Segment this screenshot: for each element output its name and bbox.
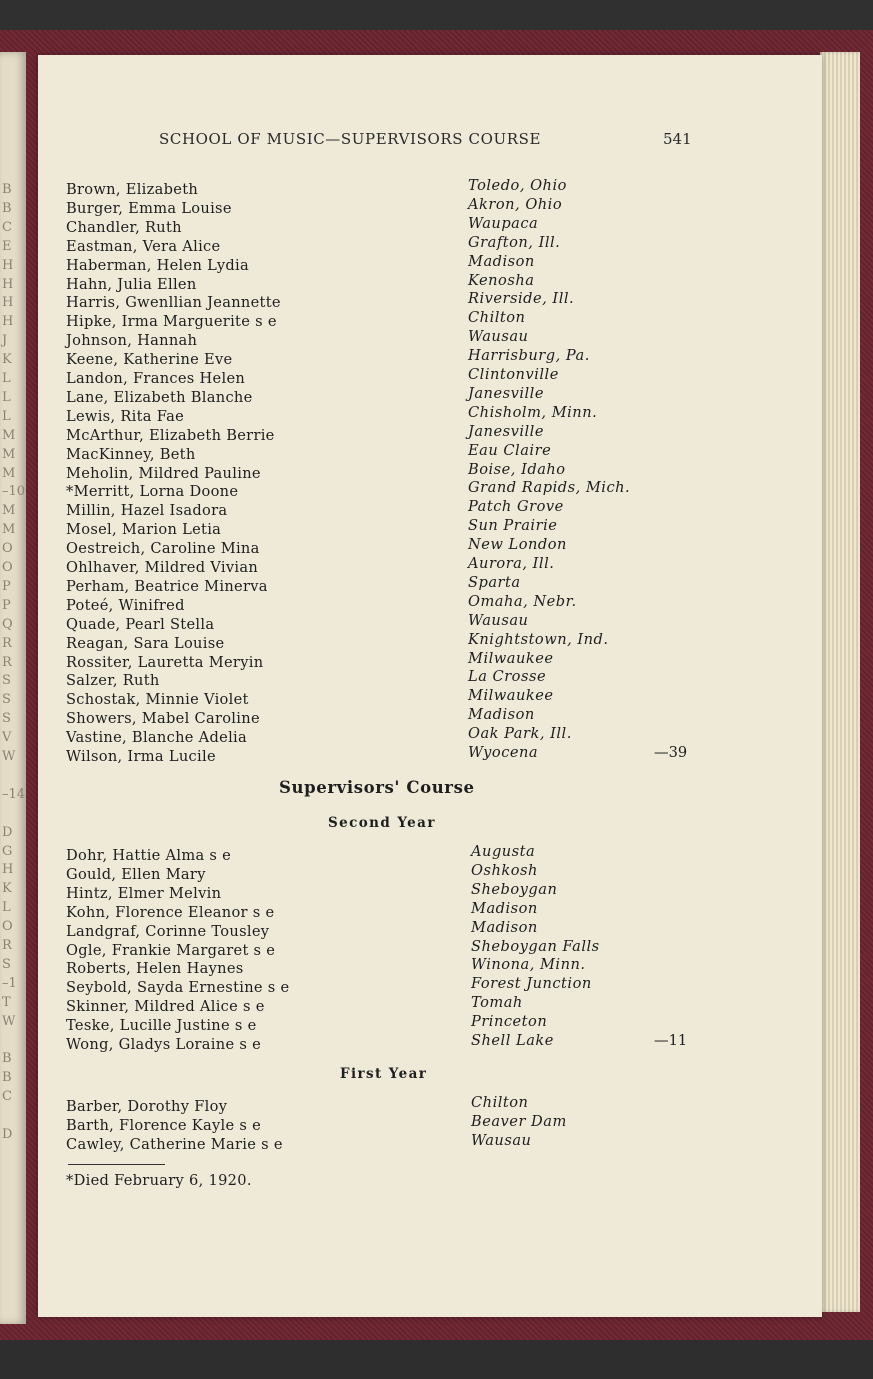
student-name: Hintz, Elmer Melvin xyxy=(66,884,222,902)
list-item xyxy=(66,725,706,748)
student-name: Gould, Ellen Mary xyxy=(66,865,206,883)
student-hometown: Clintonville xyxy=(468,366,559,383)
previous-page-ghost-text: B xyxy=(2,1070,12,1086)
previous-page-ghost-text: P xyxy=(2,578,11,594)
student-name: Barber, Dorothy Floy xyxy=(66,1098,228,1115)
student-name: Perham, Beatrice Minerva xyxy=(66,577,268,595)
group-count: —39 xyxy=(654,744,688,761)
list-item xyxy=(66,573,706,597)
previous-page-ghost-text: H xyxy=(2,276,14,292)
student-hometown: Milwaukee xyxy=(468,649,554,667)
list-item xyxy=(66,328,706,351)
student-hometown: Grand Rapids, Mich. xyxy=(468,479,631,497)
student-name: Keene, Katherine Eve xyxy=(66,351,233,369)
student-hometown: Toledo, Ohio xyxy=(468,177,567,194)
student-hometown: Eau Claire xyxy=(468,441,552,459)
student-hometown: Madison xyxy=(468,706,535,724)
previous-page-ghost-text: B xyxy=(2,182,12,197)
previous-page-ghost-text: L xyxy=(2,371,11,386)
list-item xyxy=(66,498,706,521)
student-hometown: Sun Prairie xyxy=(468,517,558,535)
previous-page-ghost-text: R xyxy=(2,635,12,651)
previous-page-ghost-text: R xyxy=(2,654,12,670)
list-item xyxy=(66,290,706,313)
student-hometown: Princeton xyxy=(471,1013,548,1031)
list-item xyxy=(66,195,706,219)
list-item xyxy=(66,347,706,370)
student-hometown: Winona, Minn. xyxy=(471,956,586,974)
student-name: Seybold, Sayda Ernestine s e xyxy=(66,979,290,997)
previous-page-ghost-text: O xyxy=(2,919,13,935)
student-name: Haberman, Helen Lydia xyxy=(66,256,249,274)
student-hometown: Oshkosh xyxy=(471,861,538,879)
student-name: MacKinney, Beth xyxy=(66,445,196,463)
student-hometown: Madison xyxy=(471,899,538,917)
student-name: Wong, Gladys Loraine s e xyxy=(66,1036,262,1053)
student-hometown: Janesville xyxy=(468,422,544,440)
student-hometown: Kenosha xyxy=(468,271,535,289)
student-name: Lane, Elizabeth Blanche xyxy=(66,388,253,406)
student-hometown: Waupaca xyxy=(468,214,539,232)
list-item xyxy=(66,649,706,673)
student-name: Hahn, Julia Ellen xyxy=(66,275,197,293)
list-item xyxy=(66,214,706,238)
previous-page-ghost-text: G xyxy=(2,843,13,859)
list-item xyxy=(66,177,706,200)
previous-page-ghost-text: E xyxy=(2,238,12,254)
student-name: Vastine, Blanche Adelia xyxy=(66,729,248,747)
student-name: Salzer, Ruth xyxy=(66,672,160,690)
student-hometown: Grafton, Ill. xyxy=(468,233,561,251)
previous-page-ghost-text: W xyxy=(2,749,16,764)
student-hometown: Omaha, Nebr. xyxy=(468,592,577,610)
previous-page-ghost-text: M xyxy=(2,465,16,481)
student-name: Cawley, Catherine Marie s e xyxy=(66,1135,283,1153)
previous-page-edge xyxy=(0,52,26,1324)
list-item xyxy=(66,366,706,389)
list-item xyxy=(66,252,706,276)
previous-page-ghost-text: C xyxy=(2,219,12,235)
previous-page-ghost-text: S xyxy=(2,673,11,689)
list-item xyxy=(66,880,706,904)
list-item xyxy=(66,687,706,710)
list-item xyxy=(66,668,706,691)
student-hometown: Chilton xyxy=(468,309,526,327)
page-number: 541 xyxy=(663,130,692,148)
previous-page-ghost-text: D xyxy=(2,1127,13,1142)
student-name: Poteé, Winifred xyxy=(66,596,185,614)
list-item xyxy=(66,422,706,446)
student-hometown: Shell Lake xyxy=(471,1032,554,1049)
student-name: Ogle, Frankie Margaret s e xyxy=(66,941,276,959)
student-name: Landgraf, Corinne Tousley xyxy=(66,922,270,940)
student-hometown: Harrisburg, Pa. xyxy=(468,347,590,365)
list-item xyxy=(66,384,706,408)
list-item xyxy=(66,918,706,942)
student-name: Showers, Mabel Caroline xyxy=(66,710,260,728)
previous-page-ghost-text: D xyxy=(2,824,13,840)
previous-page-ghost-text: S xyxy=(2,711,11,727)
student-hometown: Sheboygan Falls xyxy=(471,937,600,955)
previous-page-ghost-text: M xyxy=(2,446,16,462)
student-hometown: Madison xyxy=(468,252,535,270)
previous-page-ghost-text: H xyxy=(2,257,14,273)
student-hometown: Oak Park, Ill. xyxy=(468,725,572,743)
previous-page-ghost-text: V xyxy=(2,730,12,746)
student-hometown: Sparta xyxy=(468,573,521,591)
previous-page-ghost-text: W xyxy=(2,1013,16,1029)
scan-bottom-margin xyxy=(0,1340,873,1379)
student-name: Mosel, Marion Letia xyxy=(66,521,222,539)
previous-page-ghost-text: H xyxy=(2,862,14,878)
student-hometown: Akron, Ohio xyxy=(468,195,563,213)
student-hometown: Wausau xyxy=(471,1131,532,1149)
student-name: McArthur, Elizabeth Berrie xyxy=(66,426,275,444)
student-name: Meholin, Mildred Pauline xyxy=(66,464,261,482)
previous-page-ghost-text: B xyxy=(2,1051,12,1067)
previous-page-ghost-text: C xyxy=(2,1089,12,1105)
list-item xyxy=(66,630,706,654)
student-hometown: New London xyxy=(468,536,567,554)
student-hometown: Madison xyxy=(471,918,538,936)
list-item xyxy=(66,1112,706,1136)
section-title: Supervisors' Course xyxy=(279,778,475,797)
previous-page-ghost-text: L xyxy=(2,408,11,424)
student-name: Quade, Pearl Stella xyxy=(66,615,215,633)
running-head: SCHOOL OF MUSIC—SUPERVISORS COURSE xyxy=(159,130,542,148)
list-item xyxy=(66,403,706,427)
list-item xyxy=(66,744,706,767)
student-name: Oestreich, Caroline Mina xyxy=(66,540,260,558)
student-name: Rossiter, Lauretta Meryin xyxy=(66,653,264,671)
student-hometown: Boise, Idaho xyxy=(468,460,566,478)
previous-page-ghost-text: O xyxy=(2,560,13,575)
student-hometown: Wausau xyxy=(468,611,529,629)
list-item xyxy=(66,861,706,885)
student-name: Millin, Hazel Isadora xyxy=(66,502,228,520)
previous-page-ghost-text: S xyxy=(2,956,11,972)
student-hometown: Tomah xyxy=(471,994,523,1012)
student-name: Burger, Emma Louise xyxy=(66,199,232,217)
previous-page-ghost-text: M xyxy=(2,503,16,519)
student-name: Eastman, Vera Alice xyxy=(66,237,221,255)
student-name: Roberts, Helen Haynes xyxy=(66,960,244,978)
list-item xyxy=(66,937,706,961)
list-item xyxy=(66,555,706,578)
previous-page-ghost-text: H xyxy=(2,314,14,330)
student-name: Ohlhaver, Mildred Vivian xyxy=(66,559,259,576)
footnote-rule xyxy=(68,1164,165,1165)
student-hometown: La Crosse xyxy=(468,668,547,686)
previous-page-ghost-text: –14 xyxy=(2,786,26,802)
previous-page-ghost-text: S xyxy=(2,692,11,708)
student-name: *Merritt, Lorna Doone xyxy=(66,483,239,501)
previous-page-ghost-text: J xyxy=(2,333,8,349)
student-hometown: Knightstown, Ind. xyxy=(468,630,609,648)
student-name: Kohn, Florence Eleanor s e xyxy=(66,903,275,921)
previous-page-ghost-text: H xyxy=(2,295,14,311)
list-item xyxy=(66,536,706,559)
student-hometown: Chisholm, Minn. xyxy=(468,403,598,421)
student-hometown: Wyocena xyxy=(468,744,539,761)
previous-page-ghost-text: P xyxy=(2,597,11,613)
first-year-heading: First Year xyxy=(340,1066,428,1082)
student-hometown: Janesville xyxy=(468,384,544,402)
previous-page-ghost-text: T xyxy=(2,994,11,1010)
student-hometown: Augusta xyxy=(471,843,536,860)
student-hometown: Riverside, Ill. xyxy=(468,290,575,308)
student-hometown: Patch Grove xyxy=(468,498,564,516)
student-hometown: Forest Junction xyxy=(471,975,592,993)
list-item xyxy=(66,441,706,465)
list-item xyxy=(66,975,706,998)
previous-page-ghost-text: B xyxy=(2,200,12,216)
student-name: Skinner, Mildred Alice s e xyxy=(66,998,265,1016)
previous-page-ghost-text: Q xyxy=(2,616,13,632)
student-name: Johnson, Hannah xyxy=(66,332,198,350)
previous-page-ghost-text: L xyxy=(2,900,11,916)
previous-page-ghost-text: –10 xyxy=(2,484,26,500)
previous-page-ghost-text: –1 xyxy=(2,975,17,991)
student-name: Lewis, Rita Fae xyxy=(66,407,185,425)
student-name: Reagan, Sara Louise xyxy=(66,634,225,652)
student-name: Schostak, Minnie Violet xyxy=(66,691,249,709)
list-item xyxy=(66,843,706,866)
previous-page-ghost-text: K xyxy=(2,881,12,897)
previous-page-ghost-text: L xyxy=(2,389,11,405)
list-item xyxy=(66,899,706,923)
student-name: Wilson, Irma Lucile xyxy=(66,748,216,765)
student-name: Chandler, Ruth xyxy=(66,218,182,236)
student-hometown: Beaver Dam xyxy=(471,1112,567,1130)
list-item xyxy=(66,271,706,295)
student-name: Barth, Florence Kayle s e xyxy=(66,1116,262,1134)
list-item xyxy=(66,706,706,729)
student-hometown: Aurora, Ill. xyxy=(468,555,555,572)
student-name: Brown, Elizabeth xyxy=(66,181,199,198)
student-hometown: Chilton xyxy=(471,1094,529,1111)
list-item xyxy=(66,479,706,502)
group-count: —11 xyxy=(654,1032,688,1049)
previous-page-ghost-text: M xyxy=(2,522,16,538)
student-hometown: Wausau xyxy=(468,328,529,346)
list-item xyxy=(66,233,706,257)
previous-page-ghost-text: M xyxy=(2,427,16,443)
student-name: Landon, Frances Helen xyxy=(66,370,246,387)
list-item xyxy=(66,1094,706,1117)
page-block-edges xyxy=(820,52,860,1312)
list-item xyxy=(66,1013,706,1036)
list-item xyxy=(66,1131,706,1155)
previous-page-ghost-text: K xyxy=(2,352,12,368)
student-hometown: Milwaukee xyxy=(468,687,554,705)
student-hometown: Sheboygan xyxy=(471,880,558,898)
student-name: Teske, Lucille Justine s e xyxy=(66,1017,257,1035)
student-name: Dohr, Hattie Alma s e xyxy=(66,847,232,864)
previous-page-ghost-text: R xyxy=(2,938,12,953)
previous-page-ghost-text: O xyxy=(2,541,13,557)
footnote: *Died February 6, 1920. xyxy=(66,1172,252,1189)
list-item xyxy=(66,611,706,635)
list-item xyxy=(66,592,706,616)
second-year-heading: Second Year xyxy=(328,815,436,831)
list-item xyxy=(66,517,706,540)
list-item xyxy=(66,309,706,332)
list-item xyxy=(66,1032,706,1055)
student-name: Hipke, Irma Marguerite s e xyxy=(66,313,277,331)
student-name: Harris, Gwenllian Jeannette xyxy=(66,294,281,312)
list-item xyxy=(66,994,706,1017)
list-item xyxy=(66,956,706,979)
